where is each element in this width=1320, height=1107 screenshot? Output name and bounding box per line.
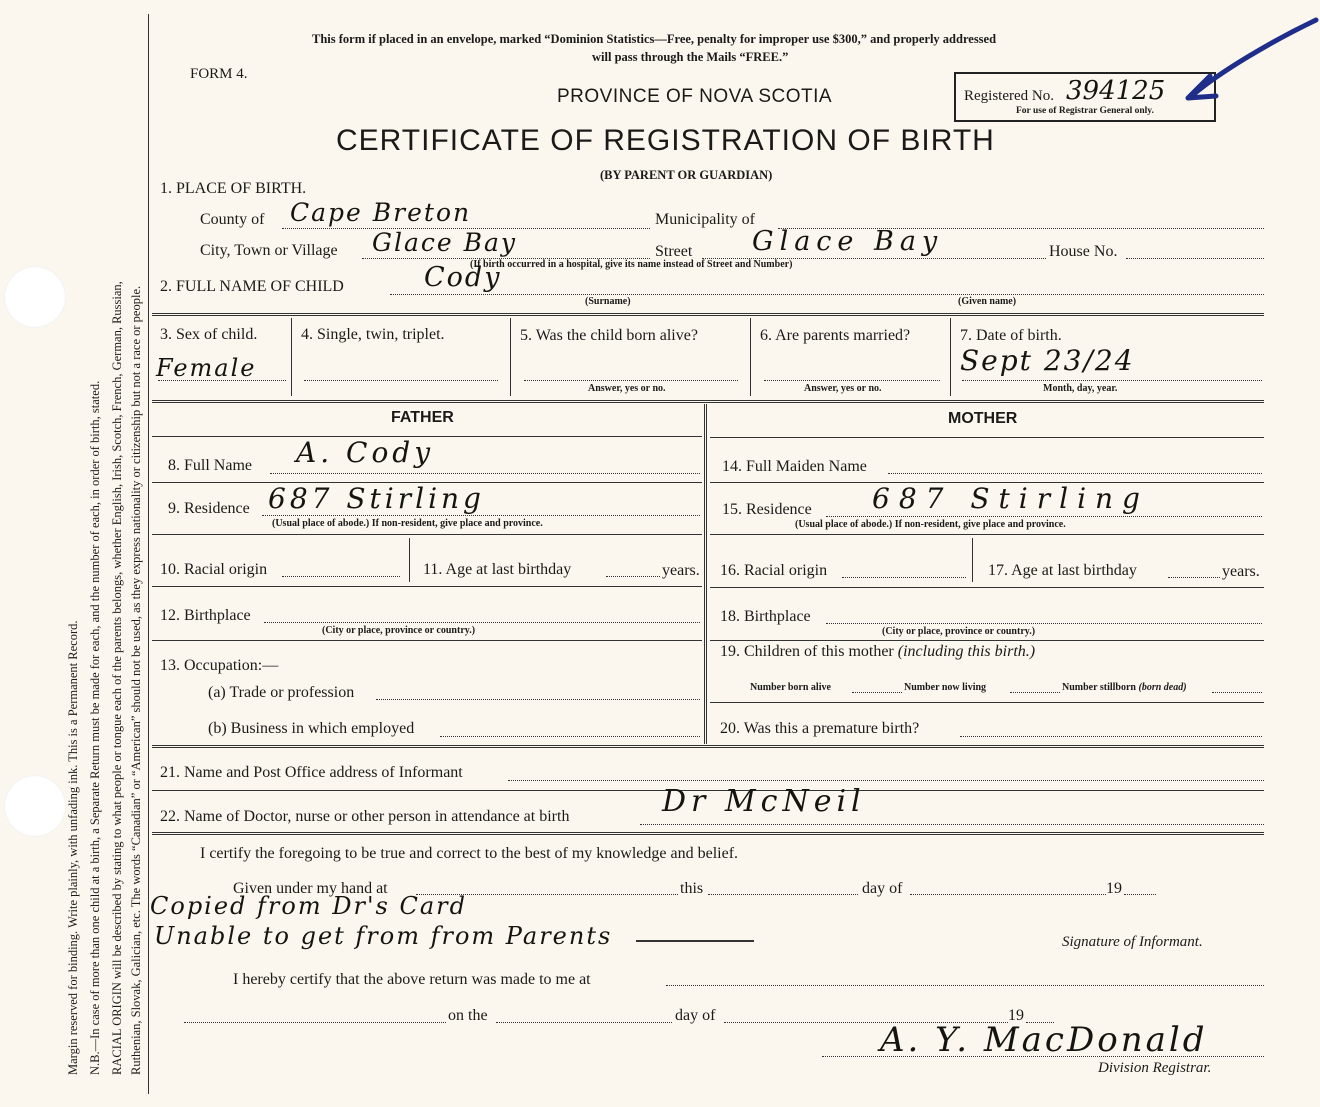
informant-signature-caption: Signature of Informant. <box>1062 934 1203 950</box>
mother-years: years. <box>1222 563 1260 580</box>
row-line <box>152 586 702 587</box>
registrar-signature: A. Y. MacDonald <box>880 1020 1208 1060</box>
city-value: Glace Bay <box>372 228 518 257</box>
business-line <box>440 736 700 737</box>
certificate-subtitle: (BY PARENT OR GUARDIAN) <box>600 168 773 182</box>
informant-signature-stroke <box>636 940 754 942</box>
registrar-note: For use of Registrar General only. <box>1016 106 1154 116</box>
father-racial-line <box>282 576 400 577</box>
county-value: Cape Breton <box>290 198 472 227</box>
father-residence-label: 9. Residence <box>168 500 250 517</box>
sex-value: Female <box>156 354 257 382</box>
father-occupation-label: 13. Occupation:— <box>160 657 279 674</box>
mother-birthplace-line <box>826 623 1262 624</box>
stillborn-text: Number stillborn <box>1062 682 1136 693</box>
given-year-line <box>1124 894 1156 895</box>
mother-racial-label: 16. Racial origin <box>720 562 828 579</box>
col-divider <box>291 318 292 396</box>
mother-residence-line <box>826 516 1262 517</box>
postal-notice: This form if placed in an envelope, marked “Dominion Statistics—Free, penalty for improper use $300,” and properly addressed <box>312 32 997 46</box>
margin-note-1: Margin reserved for binding. Write plainly, with unfading ink. This is a Permanent Record. <box>66 620 80 1075</box>
registrar-day-of: day of <box>675 1007 716 1024</box>
single-twin-label: 4. Single, twin, triplet. <box>301 326 445 343</box>
trade-label: (a) Trade or profession <box>208 684 355 701</box>
surname-caption: (Surname) <box>585 296 631 307</box>
registrar-day-line <box>496 1022 672 1023</box>
mother-age-line <box>1168 577 1220 578</box>
col-divider <box>750 318 751 396</box>
mother-birthplace-caption: (City or place, province or country.) <box>882 626 1036 637</box>
father-residence-caption: (Usual place of abode.) If non-resident, give place and province. <box>272 518 543 529</box>
father-birthplace-line <box>264 622 700 623</box>
margin-rule <box>148 14 149 1094</box>
mother-maiden-label: 14. Full Maiden Name <box>722 458 867 475</box>
postal-notice-2: will pass through the Mails “FREE.” <box>592 50 789 64</box>
section-divider <box>152 400 1264 403</box>
children-label <box>720 643 1035 661</box>
father-name-line <box>270 473 700 474</box>
mother-residence-label: 15. Residence <box>722 501 812 518</box>
province-heading: PROVINCE OF NOVA SCOTIA <box>557 86 833 107</box>
informant-line <box>508 780 1264 781</box>
col-divider <box>972 538 973 582</box>
premature-line <box>960 736 1262 737</box>
father-birthplace-label: 12. Birthplace <box>160 607 251 624</box>
this-label: this <box>680 880 704 897</box>
given-day-line <box>708 894 858 895</box>
parents-married-caption: Answer, yes or no. <box>804 383 882 394</box>
date-of-birth-line <box>962 380 1262 381</box>
certify-statement: I certify the foregoing to be true and correct to the best of my knowledge and belief. <box>200 845 739 862</box>
day-of-label: day of <box>862 880 903 897</box>
section-divider <box>152 832 1264 835</box>
margin-note-4: Ruthenian, Slovak, Galician, etc. The words “Canadian” or “American” should not be used, as they express nationality or citizenship but not a race or people. <box>129 285 143 1075</box>
premature-label: 20. Was this a premature birth? <box>720 720 920 737</box>
doctor-line <box>640 824 1264 825</box>
mother-birthplace-label: 18. Birthplace <box>720 608 811 625</box>
row-line <box>710 437 1264 438</box>
house-number-line <box>1126 258 1264 259</box>
row-line <box>152 534 702 535</box>
stillborn-line <box>1212 692 1262 693</box>
registered-number: 394125 <box>1066 76 1166 106</box>
col-divider <box>409 538 410 582</box>
place-of-birth-label: 1. PLACE OF BIRTH. <box>160 180 307 197</box>
given-month-line <box>910 894 1106 895</box>
county-label: County of <box>200 211 265 228</box>
doctor-label: 22. Name of Doctor, nurse or other person in attendance at birth <box>160 808 570 825</box>
child-name-label: 2. FULL NAME OF CHILD <box>160 278 344 295</box>
registrar-caption: Division Registrar. <box>1098 1060 1212 1076</box>
row-line <box>710 702 1264 703</box>
father-mother-divider <box>704 404 707 744</box>
parents-married-label: 6. Are parents married? <box>760 327 911 344</box>
stillborn-label <box>1062 682 1187 693</box>
col-divider <box>510 318 511 396</box>
father-residence-line <box>262 515 700 516</box>
father-heading: FATHER <box>391 409 454 426</box>
section-divider <box>152 745 1264 748</box>
mother-residence-value: 687 Stirling <box>872 482 1149 515</box>
children-label-text: 19. Children of this mother <box>720 643 894 660</box>
registrar-place-line-2 <box>184 1022 446 1023</box>
municipality-label: Municipality of <box>655 211 755 228</box>
given-year-prefix: 19 <box>1106 880 1122 897</box>
now-living-line <box>1010 692 1060 693</box>
single-twin-line <box>304 380 498 381</box>
father-years: years. <box>662 562 700 579</box>
registrar-place-line <box>666 985 1264 986</box>
child-name-line <box>390 294 1264 295</box>
trade-line <box>376 699 700 700</box>
given-name-caption: (Given name) <box>958 296 1017 307</box>
hospital-note: (If birth occurred in a hospital, give its name instead of Street and Number) <box>470 259 793 270</box>
binding-hole-top <box>4 266 66 328</box>
street-label: Street <box>655 243 693 260</box>
born-alive-count-line <box>852 692 902 693</box>
mother-residence-caption: (Usual place of abode.) If non-resident, give place and province. <box>795 519 1066 530</box>
copied-note-2: Unable to get from from Parents <box>154 922 613 950</box>
house-number-label: House No. <box>1049 243 1118 260</box>
given-label: Given under my hand at <box>233 880 388 897</box>
city-label: City, Town or Village <box>200 242 338 259</box>
stillborn-italic: (born dead) <box>1138 682 1187 693</box>
born-alive-caption: Answer, yes or no. <box>588 383 666 394</box>
father-residence-value: 687 Stirling <box>268 482 485 515</box>
mother-maiden-line <box>888 473 1262 474</box>
doctor-value: Dr McNeil <box>662 784 866 819</box>
copied-note-1: Copied from Dr's Card <box>150 892 468 920</box>
father-racial-label: 10. Racial origin <box>160 561 268 578</box>
row-line <box>710 640 1264 641</box>
row-line <box>152 640 702 641</box>
sex-label: 3. Sex of child. <box>160 326 258 343</box>
section-divider <box>152 313 1264 316</box>
row-line <box>710 587 1264 588</box>
father-name-value: A. Cody <box>296 436 435 469</box>
binding-hole-bottom <box>4 775 66 837</box>
mother-age-label: 17. Age at last birthday <box>988 562 1137 579</box>
born-alive-count-label: Number born alive <box>750 682 831 693</box>
mother-racial-line <box>842 577 966 578</box>
born-alive-label: 5. Was the child born alive? <box>520 327 698 344</box>
registration-box <box>954 72 1216 122</box>
date-of-birth-value: Sept 23/24 <box>960 344 1135 377</box>
sex-line <box>158 380 286 381</box>
father-age-label: 11. Age at last birthday <box>423 561 572 578</box>
born-alive-line <box>524 380 738 381</box>
father-name-label: 8. Full Name <box>168 457 252 474</box>
registrar-year-prefix: 19 <box>1008 1007 1024 1024</box>
informant-label: 21. Name and Post Office address of Informant <box>160 764 463 781</box>
street-value: Glace Bay <box>752 226 944 257</box>
certificate-title: CERTIFICATE OF REGISTRATION OF BIRTH <box>336 124 995 157</box>
margin-note-2: N.B.—In case of more than one child at a birth, a Separate Return must be made for each, and the number of each, in order of birth, stated. <box>88 380 102 1075</box>
arrow-icon <box>1180 14 1320 104</box>
registrar-certify: I hereby certify that the above return was made to me at <box>233 971 591 988</box>
date-of-birth-caption: Month, day, year. <box>1043 383 1118 394</box>
col-divider <box>950 318 951 396</box>
row-line <box>710 534 1264 535</box>
parents-married-line <box>764 380 940 381</box>
children-label-italic: (including this birth.) <box>897 643 1036 660</box>
mother-heading: MOTHER <box>948 410 1018 427</box>
father-age-line <box>606 576 660 577</box>
registered-label: Registered No. <box>964 88 1054 104</box>
now-living-label: Number now living <box>904 682 987 693</box>
date-of-birth-label: 7. Date of birth. <box>960 327 1062 344</box>
child-surname: Cody <box>424 262 502 293</box>
margin-note-3: RACIAL ORIGIN will be described by stating to what people or tongue each of the parents belongs, whether English, Irish, Scotch, French, German, Russian, <box>110 281 124 1075</box>
form-number: FORM 4. <box>190 66 248 82</box>
registrar-on-the: on the <box>448 1007 488 1024</box>
business-label: (b) Business in which employed <box>208 720 415 737</box>
registrar-signature-line <box>822 1056 1264 1057</box>
father-birthplace-caption: (City or place, province or country.) <box>322 625 476 636</box>
